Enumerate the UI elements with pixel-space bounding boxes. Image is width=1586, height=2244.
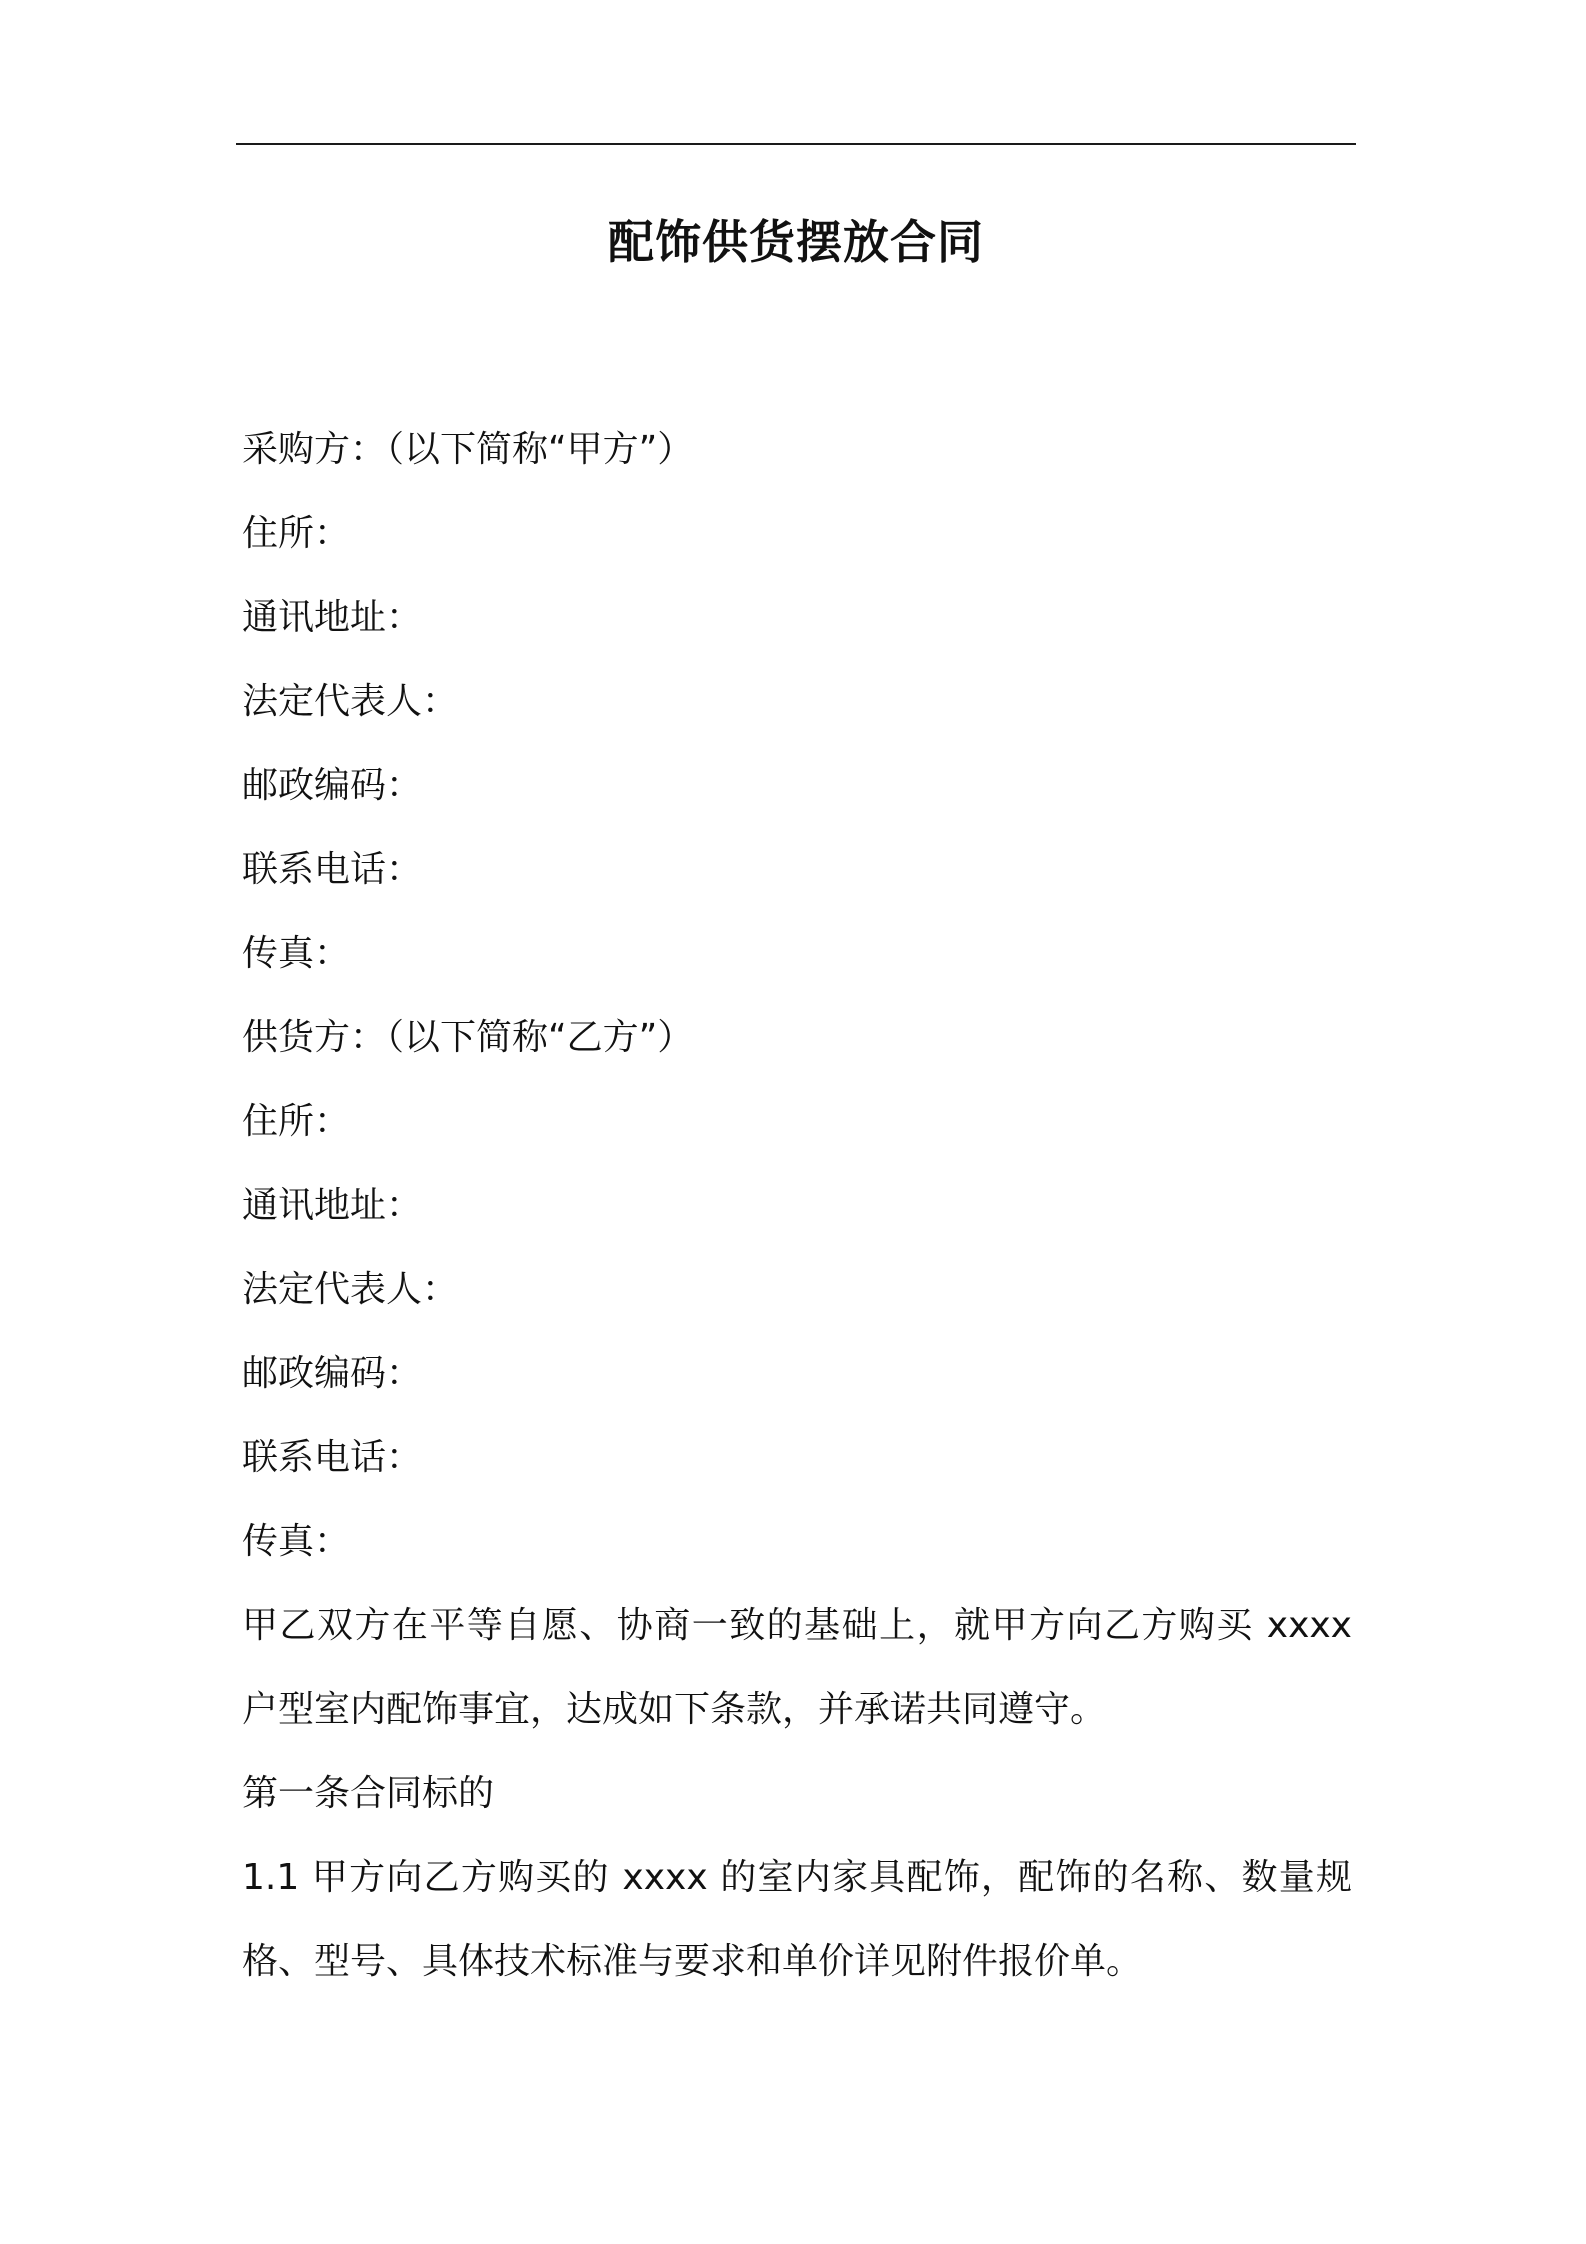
party-a-mailing-address-label: 通讯地址：: [242, 597, 423, 638]
clause-1-1-paragraph: 1.1 甲方向乙方购买的 xxxx 的室内家具配饰，配饰的名称、数量规格、型号、具体技术标准与要求和单价详见附件报价单。: [242, 1857, 1352, 1982]
contract-body: [242, 408, 1352, 2004]
party-a-address-label: 住所：: [242, 513, 351, 554]
document-title: 配饰供货摆放合同: [608, 215, 984, 269]
party-b-legal-representative-label: 法定代表人：: [242, 1269, 459, 1310]
header-divider: [236, 143, 1356, 145]
party-a-postal-code-label: 邮政编码：: [242, 765, 423, 806]
party-a-legal-representative-label: 法定代表人：: [242, 681, 459, 722]
party-b-fax-label: 传真：: [242, 1521, 351, 1562]
article-1-heading: 第一条合同标的: [242, 1773, 495, 1814]
party-a-fax-label: 传真：: [242, 933, 351, 974]
party-b-phone-label: 联系电话：: [242, 1437, 423, 1478]
party-b-mailing-address-label: 通讯地址：: [242, 1185, 423, 1226]
party-a-heading: 采购方：（以下简称“甲方”）: [242, 429, 694, 470]
party-b-address-label: 住所：: [242, 1101, 351, 1142]
party-b-heading: 供货方：（以下简称“乙方”）: [242, 1017, 694, 1058]
party-a-phone-label: 联系电话：: [242, 849, 423, 890]
party-b-postal-code-label: 邮政编码：: [242, 1353, 423, 1394]
preamble-paragraph: 甲乙双方在平等自愿、协商一致的基础上，就甲方向乙方购买 xxxx 户型室内配饰事宜，达成如下条款，并承诺共同遵守。: [242, 1605, 1352, 1730]
